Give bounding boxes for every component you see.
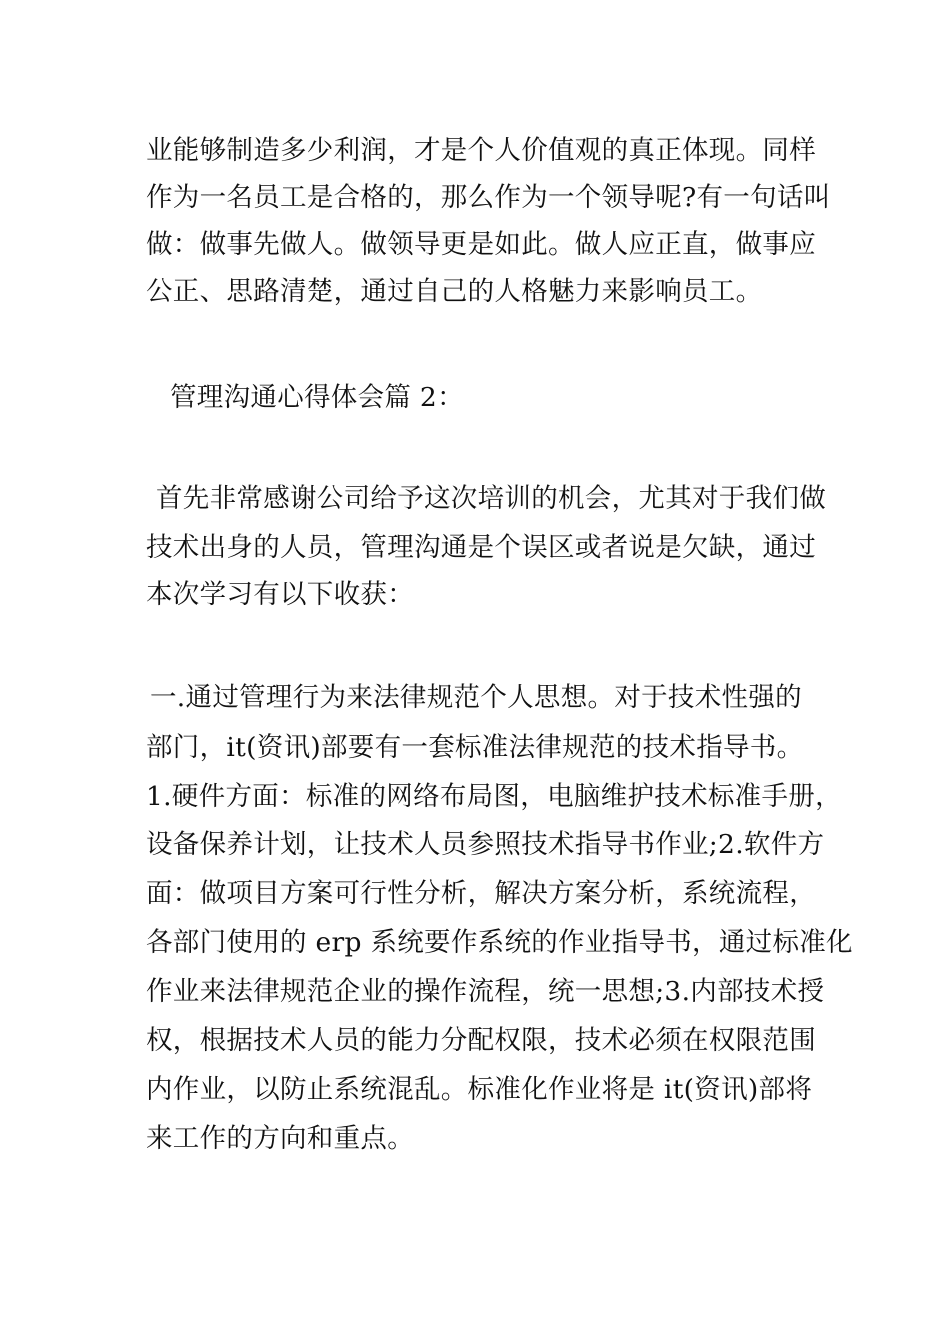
paragraph-2-line-2: 技术出身的人员，管理沟通是个误区或者说是欠缺，通过 <box>146 532 816 563</box>
paragraph-3-line-9: 内作业，以防止系统混乱。标准化作业将是 it(资讯)部将 <box>146 1074 813 1105</box>
paragraph-3-line-3: 1.硬件方面：标准的网络布局图，电脑维护技术标准手册， <box>146 781 842 812</box>
paragraph-1-line-3: 做：做事先做人。做领导更是如此。做人应正直，做事应 <box>146 229 816 260</box>
paragraph-1-line-1: 业能够制造多少利润，才是个人价值观的真正体现。同样 <box>146 135 816 166</box>
paragraph-3-line-8: 权，根据技术人员的能力分配权限，技术必须在权限范围 <box>146 1025 816 1056</box>
paragraph-2-line-3: 本次学习有以下收获： <box>146 579 414 610</box>
paragraph-3-line-5: 面：做项目方案可行性分析，解决方案分析，系统流程， <box>146 878 816 909</box>
paragraph-1-line-2: 作为一名员工是合格的，那么作为一个领导呢?有一句话叫 <box>146 182 831 213</box>
paragraph-2-line-1: 首先非常感谢公司给予这次培训的机会，尤其对于我们做 <box>156 483 826 514</box>
paragraph-1-line-4: 公正、思路清楚，通过自己的人格魅力来影响员工。 <box>146 276 763 307</box>
paragraph-3-line-7: 作业来法律规范企业的操作流程，统一思想;3.内部技术授 <box>146 976 825 1007</box>
paragraph-3-line-1: 一.通过管理行为来法律规范个人思想。对于技术性强的 <box>150 682 802 713</box>
section-heading: 管理沟通心得体会篇 2： <box>170 382 464 413</box>
paragraph-3-line-2: 部门，it(资讯)部要有一套标准法律规范的技术指导书。 <box>146 732 804 763</box>
paragraph-3-line-6: 各部门使用的 erp 系统要作系统的作业指导书，通过标准化 <box>146 927 853 958</box>
paragraph-3-line-10: 来工作的方向和重点。 <box>146 1123 414 1154</box>
paragraph-3-line-4: 设备保养计划，让技术人员参照技术指导书作业;2.软件方 <box>146 829 825 860</box>
